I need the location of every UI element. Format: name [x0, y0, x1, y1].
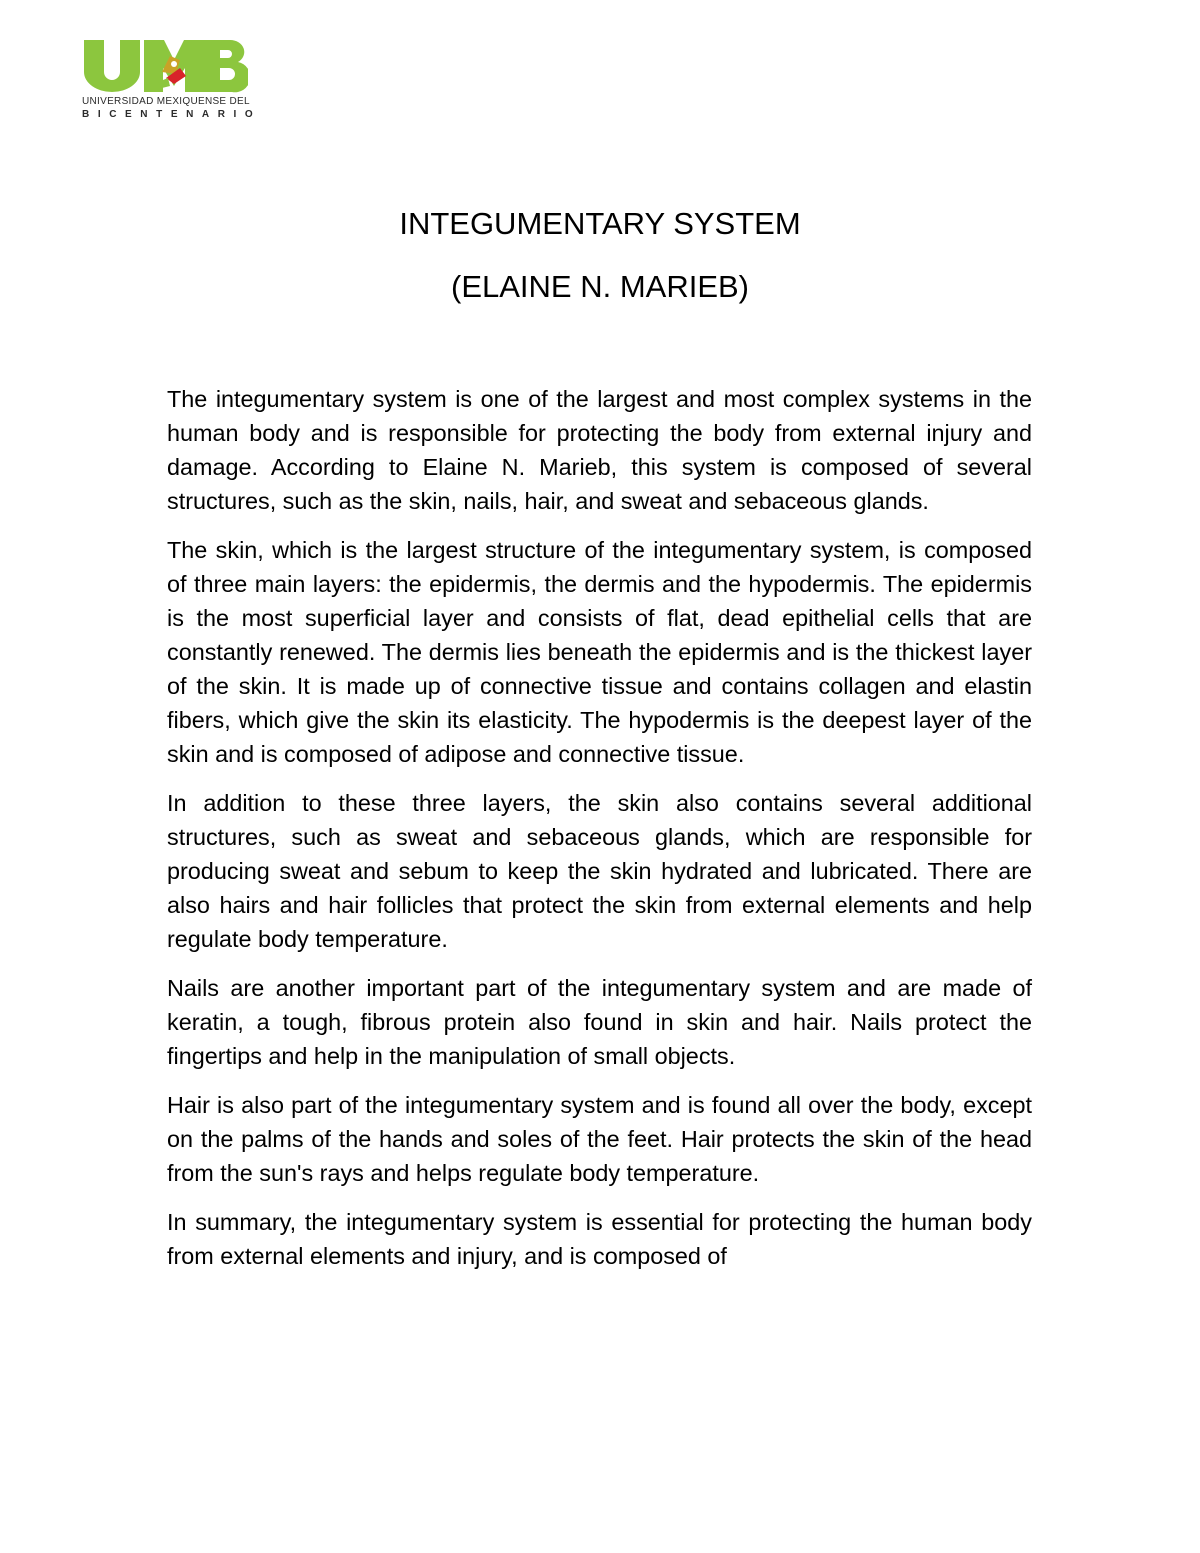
- document-title: INTEGUMENTARY SYSTEM: [399, 206, 801, 241]
- paragraph: Nails are another important part of the integumentary system and are made of keratin, a tough, fibrous protein also found in skin and hair. Nails protect the fingertips and help in the manipulation of small objects.: [167, 975, 1032, 1069]
- logo-bicentenario: BICENTENARIO: [82, 109, 262, 120]
- paragraph: In addition to these three layers, the skin also contains several additional structures, such as sweat and sebaceous glands, which are responsible for producing sweat and sebum to keep the skin hydrated and lubricated. There are also hairs and hair follicles that protect the skin from external elements and help regulate body temperature.: [167, 790, 1032, 952]
- university-logo: [82, 38, 262, 124]
- paragraph: Hair is also part of the integumentary system and is found all over the body, except on the palms of the hands and soles of the feet. Hair protects the skin of the head from the sun's rays and helps regulate body temperature.: [167, 1092, 1032, 1186]
- document-body: [167, 382, 1032, 1288]
- paragraph: The skin, which is the largest structure of the integumentary system, is composed of three main layers: the epidermis, the dermis and the hypodermis. The epidermis is the most superficial layer and consists of flat, dead epithelial cells that are constantly renewed. The dermis lies beneath the epidermis and is the thickest layer of the skin. It is made up of connective tissue and contains collagen and elastin fibers, which give the skin its elasticity. The hypodermis is the deepest layer of the skin and is composed of adipose and connective tissue.: [167, 537, 1032, 767]
- umb-logo-mark: [82, 38, 248, 94]
- document-subtitle: (ELAINE N. MARIEB): [451, 269, 749, 304]
- paragraph: In summary, the integumentary system is essential for protecting the human body from external elements and injury, and is composed of: [167, 1209, 1032, 1269]
- logo-university-name: UNIVERSIDAD MEXIQUENSE DEL: [82, 96, 250, 107]
- paragraph: The integumentary system is one of the largest and most complex systems in the human body and is responsible for protecting the body from external injury and damage. According to Elaine N. Marieb, this system is composed of several structures, such as the skin, nails, hair, and sweat and sebaceous glands.: [167, 386, 1032, 514]
